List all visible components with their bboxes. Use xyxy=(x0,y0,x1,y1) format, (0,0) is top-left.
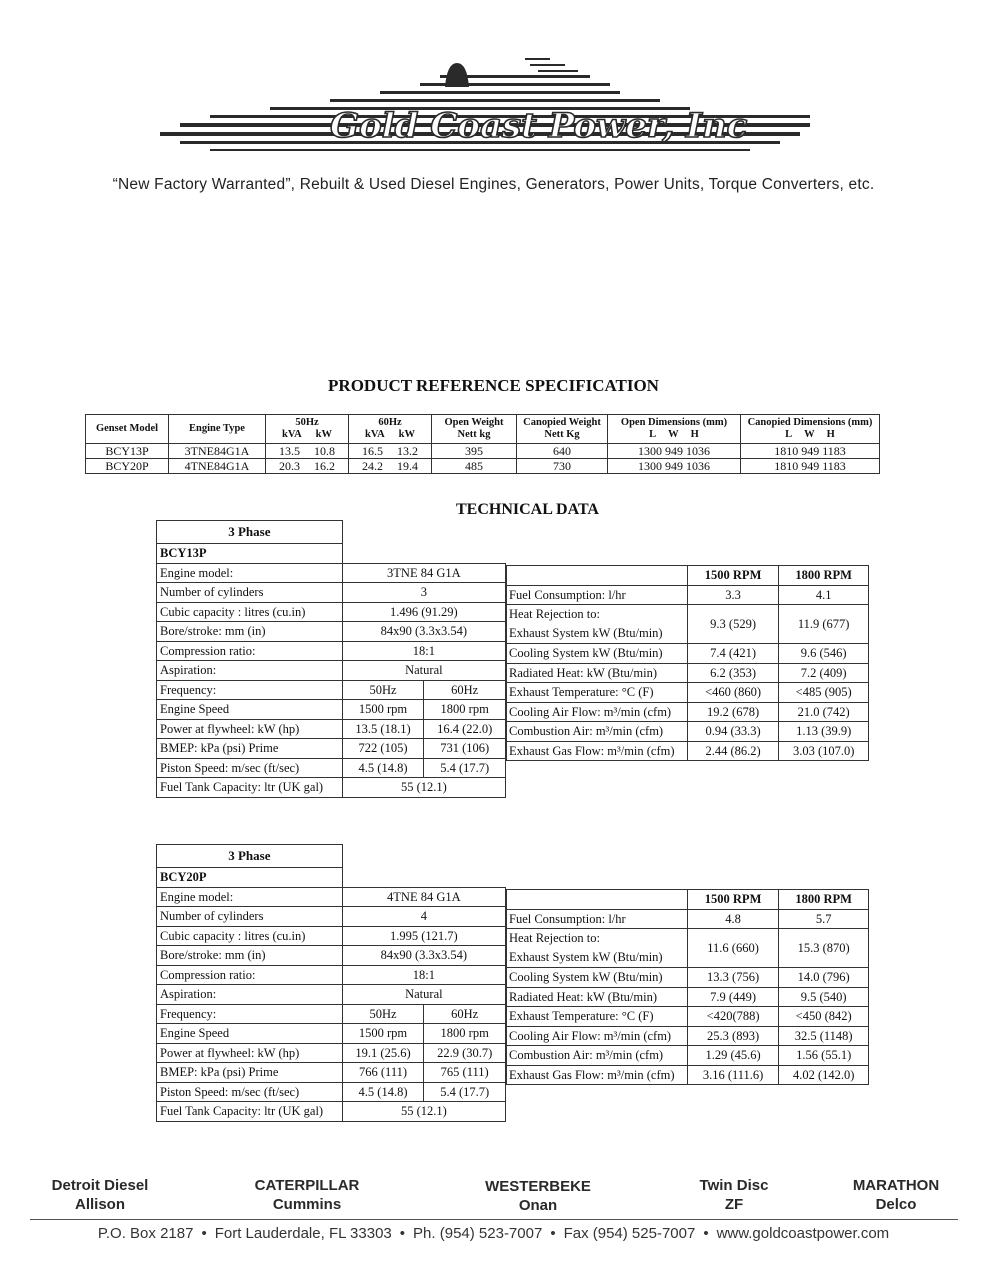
table-row xyxy=(157,563,506,583)
brand-caterpillar xyxy=(222,1176,392,1214)
table-row xyxy=(157,661,506,681)
header-50hz xyxy=(266,415,349,444)
value-cubic: 1.496 (91.29) xyxy=(342,602,505,622)
header-engine-type: Engine Type xyxy=(169,415,266,444)
label-exhaust-system: Exhaust System kW (Btu/min) xyxy=(509,626,663,640)
value-engine-model: 4TNE 84 G1A xyxy=(342,887,505,907)
header-canopied-weight: Canopied Weight Nett Kg xyxy=(517,415,608,444)
cell-engine: 4TNE84G1A xyxy=(169,459,266,474)
bullet-icon: • xyxy=(201,1225,207,1242)
value-radiated1800: 9.5 (540) xyxy=(779,987,869,1007)
bullet-icon: • xyxy=(399,1225,406,1242)
value-exhaust-system1500: 11.6 (660) xyxy=(687,929,779,968)
label-heat-rejection-title: Heat Rejection to: xyxy=(509,931,600,945)
brand-line1: Detroit Diesel xyxy=(51,1177,149,1194)
table-row xyxy=(507,722,869,742)
label-bore: Bore/stroke: mm (in) xyxy=(157,622,343,642)
value-aspiration: Natural xyxy=(342,661,505,681)
label-exhaust-gas: Exhaust Gas Flow: m³/min (cfm) xyxy=(507,741,688,761)
contact-address xyxy=(0,1225,987,1242)
value-bore: 84x90 (3.3x3.54) xyxy=(342,622,505,642)
table-row xyxy=(157,985,506,1005)
label-radiated: Radiated Heat: kW (Btu/min) xyxy=(507,663,688,683)
label-cooling-system: Cooling System kW (Btu/min) xyxy=(507,644,688,664)
table-row xyxy=(157,700,506,720)
value-cooling-system1800: 14.0 (796) xyxy=(779,968,869,988)
label-frequency: Frequency: xyxy=(157,1004,343,1024)
table-header-row xyxy=(86,415,880,444)
label-tank: Fuel Tank Capacity: ltr (UK gal) xyxy=(157,778,343,798)
table-row xyxy=(157,1043,506,1063)
value-engine-model: 3TNE 84 G1A xyxy=(342,563,505,583)
table-row xyxy=(157,739,506,759)
product-reference-table xyxy=(85,414,880,474)
brand-line1: CATERPILLAR xyxy=(254,1177,360,1194)
label-engine-model: Engine model: xyxy=(157,887,343,907)
header-kw: kW xyxy=(315,429,332,440)
brand-line2: Allison xyxy=(74,1196,125,1213)
header-genset-model: Genset Model xyxy=(86,415,169,444)
value-cooling-system1500: 7.4 (421) xyxy=(687,644,779,664)
value-bmep50: 722 (105) xyxy=(342,739,424,759)
header-1800-rpm: 1800 RPM xyxy=(779,890,869,910)
value-speed50: 1500 rpm xyxy=(342,1024,424,1044)
brand-twin-disc xyxy=(649,1176,819,1214)
header-60hz xyxy=(349,415,432,444)
value-radiated1800: 7.2 (409) xyxy=(779,663,869,683)
value-power60: 22.9 (30.7) xyxy=(424,1043,506,1063)
header-1500-rpm: 1500 RPM xyxy=(687,890,779,910)
value-cylinders: 3 xyxy=(342,583,505,603)
value-aspiration: Natural xyxy=(342,985,505,1005)
table-row xyxy=(507,585,869,605)
label-engine-model: Engine model: xyxy=(157,563,343,583)
website-link[interactable]: www.goldcoastpower.com xyxy=(716,1225,890,1242)
table-row xyxy=(157,641,506,661)
value-freq50: 50Hz xyxy=(342,1004,424,1024)
rpm-table-bcy13p xyxy=(506,565,869,761)
model-name: BCY13P xyxy=(157,544,343,564)
bullet-icon: • xyxy=(550,1225,556,1242)
label-cylinders: Number of cylinders xyxy=(157,907,343,927)
table-row xyxy=(157,622,506,642)
table-row xyxy=(157,1024,506,1044)
value-cubic: 1.995 (121.7) xyxy=(342,926,505,946)
table-row xyxy=(507,663,869,683)
value-exhaust-temp1500: <460 (860) xyxy=(687,683,779,703)
label-frequency: Frequency: xyxy=(157,680,343,700)
label-heat-rejection-title: Heat Rejection to: xyxy=(509,607,600,621)
value-bmep60: 731 (106) xyxy=(424,739,506,759)
table-row xyxy=(157,1082,506,1102)
value-compression: 18:1 xyxy=(342,641,505,661)
cell-open-dim: 1300 949 1036 xyxy=(608,459,741,474)
value-bore: 84x90 (3.3x3.54) xyxy=(342,946,505,966)
label-heat-rejection xyxy=(507,605,688,644)
value-fuel1800: 4.1 xyxy=(779,585,869,605)
value-piston60: 5.4 (17.7) xyxy=(424,1082,506,1102)
value-combustion-air1500: 0.94 (33.3) xyxy=(687,722,779,742)
value-freq60: 60Hz xyxy=(424,680,506,700)
phase-title: 3 Phase xyxy=(157,521,343,544)
table-row xyxy=(507,968,869,988)
label-heat-rejection xyxy=(507,929,688,968)
table-row xyxy=(157,1004,506,1024)
brand-line2: ZF xyxy=(724,1196,744,1213)
value-cylinders: 4 xyxy=(342,907,505,927)
value-combustion-air1800: 1.56 (55.1) xyxy=(779,1046,869,1066)
table-row xyxy=(157,907,506,927)
table-row xyxy=(507,644,869,664)
logo-text: Gold Coast Power, Inc xyxy=(330,106,748,146)
label-cubic: Cubic capacity : litres (cu.in) xyxy=(157,926,343,946)
label-cooling-air: Cooling Air Flow: m³/min (cfm) xyxy=(507,1026,688,1046)
table-row xyxy=(507,683,869,703)
cell-open-weight: 485 xyxy=(432,459,517,474)
value-piston50: 4.5 (14.8) xyxy=(342,1082,424,1102)
table-row xyxy=(157,758,506,778)
label-exhaust-temp: Exhaust Temperature: °C (F) xyxy=(507,1007,688,1027)
table-row xyxy=(507,702,869,722)
value-bmep60: 765 (111) xyxy=(424,1063,506,1083)
label-cylinders: Number of cylinders xyxy=(157,583,343,603)
label-combustion-air: Combustion Air: m³/min (cfm) xyxy=(507,722,688,742)
label-exhaust-temp: Exhaust Temperature: °C (F) xyxy=(507,683,688,703)
cell-open-dim: 1300 949 1036 xyxy=(608,444,741,459)
brand-line2: Cummins xyxy=(272,1196,342,1213)
cell-canopied-dim: 1810 949 1183 xyxy=(741,459,880,474)
technical-data-title: TECHNICAL DATA xyxy=(456,501,599,518)
header-kw: kW xyxy=(398,429,415,440)
footer-divider xyxy=(30,1219,958,1220)
cell-kva50: 13.5 xyxy=(279,444,300,458)
label-power: Power at flywheel: kW (hp) xyxy=(157,719,343,739)
table-header-row xyxy=(507,566,869,586)
header-w: W xyxy=(668,429,679,440)
header-l: L xyxy=(649,429,657,440)
label-tank: Fuel Tank Capacity: ltr (UK gal) xyxy=(157,1102,343,1122)
label-radiated: Radiated Heat: kW (Btu/min) xyxy=(507,987,688,1007)
brand-line2: Onan xyxy=(518,1197,558,1214)
label-power: Power at flywheel: kW (hp) xyxy=(157,1043,343,1063)
value-exhaust-gas1800: 3.03 (107.0) xyxy=(779,741,869,761)
value-freq60: 60Hz xyxy=(424,1004,506,1024)
cell-model: BCY13P xyxy=(86,444,169,459)
table-row xyxy=(507,1007,869,1027)
value-cooling-system1800: 9.6 (546) xyxy=(779,644,869,664)
table-row xyxy=(157,946,506,966)
cell-60hz xyxy=(349,459,432,474)
header-l: L xyxy=(785,429,793,440)
value-power60: 16.4 (22.0) xyxy=(424,719,506,739)
label-fuel: Fuel Consumption: l/hr xyxy=(507,585,688,605)
label-exhaust-system: Exhaust System kW (Btu/min) xyxy=(509,950,663,964)
header-h: H xyxy=(826,429,835,440)
brand-detroit-diesel xyxy=(15,1176,185,1214)
value-power50: 13.5 (18.1) xyxy=(342,719,424,739)
table-row xyxy=(157,965,506,985)
label-aspiration: Aspiration: xyxy=(157,661,343,681)
value-exhaust-temp1800: <450 (842) xyxy=(779,1007,869,1027)
cell-50hz xyxy=(266,444,349,459)
header-1500-rpm: 1500 RPM xyxy=(687,566,779,586)
label-speed: Engine Speed xyxy=(157,1024,343,1044)
cell-60hz xyxy=(349,444,432,459)
cell-open-weight: 395 xyxy=(432,444,517,459)
value-combustion-air1800: 1.13 (39.9) xyxy=(779,722,869,742)
value-exhaust-system1800: 11.9 (677) xyxy=(779,605,869,644)
table-row xyxy=(507,909,869,929)
value-speed60: 1800 rpm xyxy=(424,700,506,720)
value-piston60: 5.4 (17.7) xyxy=(424,758,506,778)
value-power50: 19.1 (25.6) xyxy=(342,1043,424,1063)
header-kva: kVA xyxy=(365,429,385,440)
label-aspiration: Aspiration: xyxy=(157,985,343,1005)
value-speed60: 1800 rpm xyxy=(424,1024,506,1044)
cell-kva60: 16.5 xyxy=(362,444,383,458)
value-exhaust-gas1500: 2.44 (86.2) xyxy=(687,741,779,761)
value-exhaust-temp1800: <485 (905) xyxy=(779,683,869,703)
table-row xyxy=(157,1102,506,1122)
company-logo xyxy=(150,55,820,165)
label-combustion-air: Combustion Air: m³/min (cfm) xyxy=(507,1046,688,1066)
value-freq50: 50Hz xyxy=(342,680,424,700)
table-row xyxy=(157,926,506,946)
value-cooling-air1500: 25.3 (893) xyxy=(687,1026,779,1046)
table-row xyxy=(507,1046,869,1066)
value-fuel1800: 5.7 xyxy=(779,909,869,929)
table-row xyxy=(157,778,506,798)
spec-table-bcy20p xyxy=(156,844,506,1122)
fax: Fax (954) 525-7007 xyxy=(563,1225,696,1242)
cell-engine: 3TNE84G1A xyxy=(169,444,266,459)
tagline: “New Factory Warranted”, Rebuilt & Used Diesel Engines, Generators, Power Units, Torque Converters, etc. xyxy=(112,176,875,193)
label-bmep: BMEP: kPa (psi) Prime xyxy=(157,739,343,759)
cell-canopied-weight: 640 xyxy=(517,444,608,459)
product-reference-title: PRODUCT REFERENCE SPECIFICATION xyxy=(328,376,659,395)
brand-line2: Delco xyxy=(875,1196,917,1213)
value-speed50: 1500 rpm xyxy=(342,700,424,720)
value-exhaust-gas1500: 3.16 (111.6) xyxy=(687,1065,779,1085)
rpm-table-bcy20p xyxy=(506,889,869,1085)
table-row xyxy=(157,680,506,700)
phase-title: 3 Phase xyxy=(157,845,343,868)
cell-kw50: 10.8 xyxy=(314,444,335,458)
value-fuel1500: 4.8 xyxy=(687,909,779,929)
value-fuel1500: 3.3 xyxy=(687,585,779,605)
value-combustion-air1500: 1.29 (45.6) xyxy=(687,1046,779,1066)
label-piston: Piston Speed: m/sec (ft/sec) xyxy=(157,1082,343,1102)
label-compression: Compression ratio: xyxy=(157,965,343,985)
label-speed: Engine Speed xyxy=(157,700,343,720)
brand-westerbeke xyxy=(453,1177,623,1215)
label-fuel: Fuel Consumption: l/hr xyxy=(507,909,688,929)
table-row xyxy=(157,1063,506,1083)
table-row xyxy=(157,719,506,739)
brand-line1: Twin Disc xyxy=(699,1177,769,1194)
brand-line1: WESTERBEKE xyxy=(485,1178,591,1195)
header-open-weight: Open Weight Nett kg xyxy=(432,415,517,444)
label-bore: Bore/stroke: mm (in) xyxy=(157,946,343,966)
header-canopied-dim-label: Canopied Dimensions (mm) xyxy=(747,417,873,428)
value-exhaust-gas1800: 4.02 (142.0) xyxy=(779,1065,869,1085)
po-box: P.O. Box 2187 xyxy=(97,1225,194,1242)
table-row xyxy=(507,1065,869,1085)
cell-kva50: 20.3 xyxy=(279,459,300,473)
header-canopied-dimensions xyxy=(741,415,880,444)
label-cooling-air: Cooling Air Flow: m³/min (cfm) xyxy=(507,702,688,722)
cell-canopied-weight: 730 xyxy=(517,459,608,474)
value-exhaust-system1500: 9.3 (529) xyxy=(687,605,779,644)
value-exhaust-system1800: 15.3 (870) xyxy=(779,929,869,968)
cell-kw60: 19.4 xyxy=(397,459,418,473)
cell-kw60: 13.2 xyxy=(397,444,418,458)
label-cooling-system: Cooling System kW (Btu/min) xyxy=(507,968,688,988)
value-piston50: 4.5 (14.8) xyxy=(342,758,424,778)
value-cooling-air1500: 19.2 (678) xyxy=(687,702,779,722)
header-open-dim-label: Open Dimensions (mm) xyxy=(620,417,728,428)
table-header-row xyxy=(507,890,869,910)
city: Fort Lauderdale, FL 33303 xyxy=(214,1225,392,1242)
table-row xyxy=(507,741,869,761)
header-kva: kVA xyxy=(282,429,302,440)
label-exhaust-gas: Exhaust Gas Flow: m³/min (cfm) xyxy=(507,1065,688,1085)
value-tank: 55 (12.1) xyxy=(342,1102,505,1122)
header-50hz-label: 50Hz xyxy=(295,417,319,428)
header-60hz-label: 60Hz xyxy=(378,417,402,428)
table-row xyxy=(507,929,869,968)
model-name: BCY20P xyxy=(157,868,343,888)
table-row xyxy=(86,459,880,474)
value-exhaust-temp1500: <420(788) xyxy=(687,1007,779,1027)
value-tank: 55 (12.1) xyxy=(342,778,505,798)
brand-marathon xyxy=(811,1176,981,1214)
cell-canopied-dim: 1810 949 1183 xyxy=(741,444,880,459)
header-h: H xyxy=(690,429,699,440)
value-cooling-air1800: 21.0 (742) xyxy=(779,702,869,722)
value-compression: 18:1 xyxy=(342,965,505,985)
table-row xyxy=(507,987,869,1007)
value-cooling-system1500: 13.3 (756) xyxy=(687,968,779,988)
value-cooling-air1800: 32.5 (1148) xyxy=(779,1026,869,1046)
spec-table-bcy13p xyxy=(156,520,506,798)
table-row xyxy=(507,1026,869,1046)
table-row xyxy=(157,602,506,622)
bullet-icon: • xyxy=(703,1225,709,1242)
value-bmep50: 766 (111) xyxy=(342,1063,424,1083)
table-row xyxy=(507,605,869,644)
label-bmep: BMEP: kPa (psi) Prime xyxy=(157,1063,343,1083)
brand-line1: MARATHON xyxy=(852,1177,940,1194)
label-cubic: Cubic capacity : litres (cu.in) xyxy=(157,602,343,622)
header-1800-rpm: 1800 RPM xyxy=(779,566,869,586)
cell-50hz xyxy=(266,459,349,474)
table-row xyxy=(157,887,506,907)
cell-kva60: 24.2 xyxy=(362,459,383,473)
phone: Ph. (954) 523-7007 xyxy=(413,1225,543,1242)
label-compression: Compression ratio: xyxy=(157,641,343,661)
header-open-dimensions xyxy=(608,415,741,444)
table-row xyxy=(86,444,880,459)
table-row xyxy=(157,583,506,603)
value-radiated1500: 7.9 (449) xyxy=(687,987,779,1007)
header-w: W xyxy=(804,429,815,440)
value-radiated1500: 6.2 (353) xyxy=(687,663,779,683)
cell-kw50: 16.2 xyxy=(314,459,335,473)
label-piston: Piston Speed: m/sec (ft/sec) xyxy=(157,758,343,778)
cell-model: BCY20P xyxy=(86,459,169,474)
